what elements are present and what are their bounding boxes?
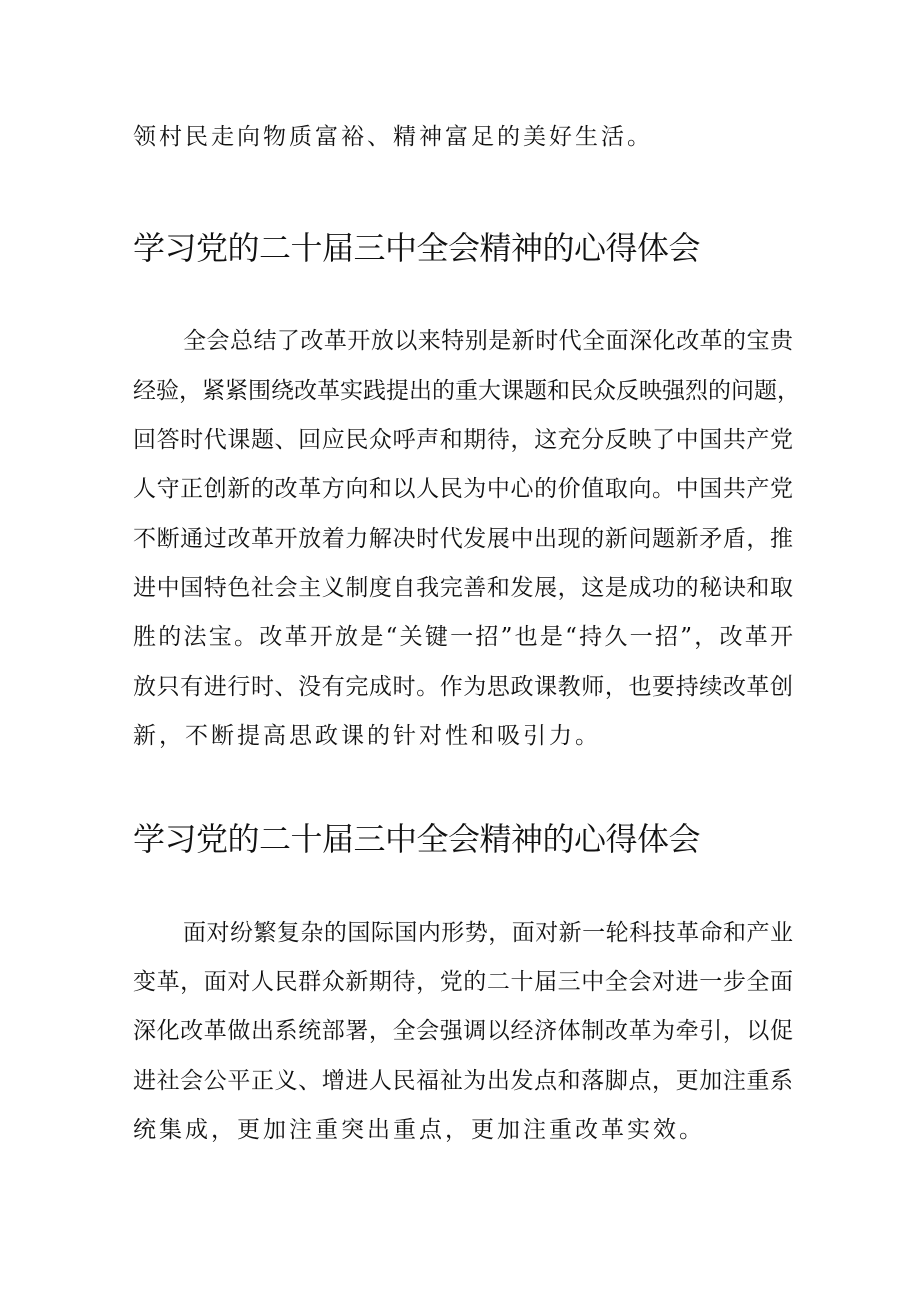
paragraph-line: 胜的法宝。改革开放是“关键一招”也是“持久一招”，改革开 [133,624,793,650]
section-2-heading: 学习党的二十届三中全会精神的心得体会 [133,820,701,858]
paragraph-line: 深化改革做出系统部署，全会强调以经济体制改革为牵引，以促 [133,1018,793,1044]
paragraph-line: 进中国特色社会主义制度自我完善和发展，这是成功的秘诀和取 [133,575,793,601]
paragraph-line: 放只有进行时、没有完成时。作为思政课教师，也要持续改革创 [133,674,793,700]
paragraph-line: 统集成，更加注重突出重点，更加注重改革实效。 [133,1117,705,1143]
intro-line: 领村民走向物质富裕、精神富足的美好生活。 [133,124,653,150]
paragraph-line: 新，不断提高思政课的针对性和吸引力。 [133,723,601,749]
paragraph-line: 不断通过改革开放着力解决时代发展中出现的新问题新矛盾，推 [133,526,793,552]
paragraph-line: 经验，紧紧围绕改革实践提出的重大课题和民众反映强烈的问题， [133,378,800,404]
paragraph-line: 人守正创新的改革方向和以人民为中心的价值取向。中国共产党 [133,476,793,502]
paragraph-line: 全会总结了改革开放以来特别是新时代全面深化改革的宝贵 [183,328,793,354]
paragraph-line: 进社会公平正义、增进人民福祉为出发点和落脚点，更加注重系 [133,1068,793,1094]
paragraph-line: 变革，面对人民群众新期待，党的二十届三中全会对进一步全面 [133,969,793,995]
paragraph-line: 面对纷繁复杂的国际国内形势，面对新一轮科技革命和产业 [183,920,793,946]
section-1-heading: 学习党的二十届三中全会精神的心得体会 [133,229,701,267]
paragraph-line: 回答时代课题、回应民众呼声和期待，这充分反映了中国共产党 [133,427,793,453]
